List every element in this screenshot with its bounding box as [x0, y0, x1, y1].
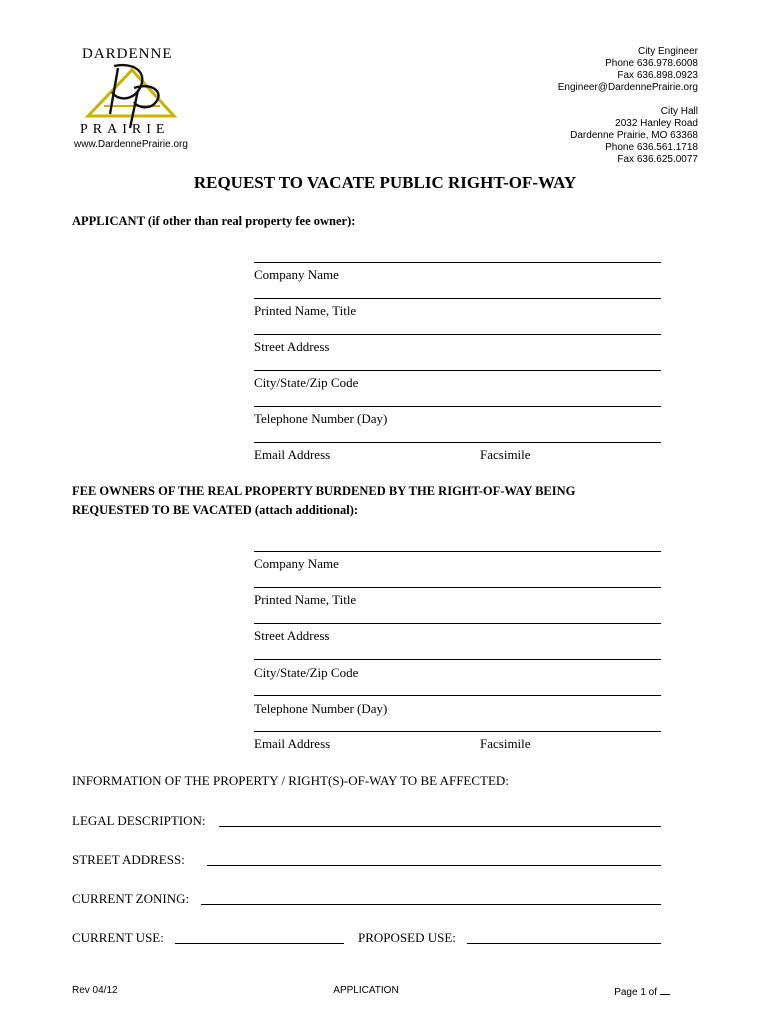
current-zoning-label: CURRENT ZONING: — [72, 891, 190, 906]
applicant-email-fax-line[interactable] — [254, 442, 661, 443]
owner-city-state-zip-line[interactable] — [254, 659, 661, 660]
applicant-section-heading: APPLICANT (if other than real property fee owner): — [72, 214, 356, 228]
contact-email: Engineer@DardennePrairie.org — [557, 82, 698, 93]
owner-facsimile-label: Facsimile — [480, 736, 531, 751]
applicant-printed-name-label: Printed Name, Title — [254, 303, 357, 318]
applicant-street-address-label: Street Address — [254, 339, 330, 354]
owner-street-address-line[interactable] — [254, 623, 661, 624]
owner-telephone-label: Telephone Number (Day) — [254, 701, 388, 716]
applicant-company-name-label: Company Name — [254, 267, 339, 282]
legal-description-label: LEGAL DESCRIPTION: — [72, 813, 206, 828]
applicant-email-label: Email Address — [254, 447, 331, 462]
owner-printed-name-label: Printed Name, Title — [254, 592, 357, 607]
city-engineer-contact — [558, 46, 698, 94]
contact-line: City Engineer — [637, 46, 698, 57]
owner-city-state-zip-label: City/State/Zip Code — [254, 665, 359, 680]
proposed-use-line[interactable] — [467, 943, 661, 944]
contact-line: Phone 636.978.6008 — [605, 58, 698, 69]
legal-description-line[interactable] — [219, 826, 661, 827]
property-info-heading: INFORMATION OF THE PROPERTY / RIGHT(S)-OF-WAY TO BE AFFECTED: — [72, 773, 509, 788]
page-total-blank[interactable] — [660, 985, 670, 995]
street-address-line[interactable] — [207, 865, 661, 866]
document-title: REQUEST TO VACATE PUBLIC RIGHT-OF-WAY — [193, 173, 577, 192]
logo-wordmark-bottom: PRAIRIE — [80, 122, 170, 137]
contact-line: City Hall — [660, 106, 698, 117]
logo-triangle — [88, 70, 174, 116]
owner-telephone-line[interactable] — [254, 695, 661, 696]
contact-line: 2032 Hanley Road — [615, 118, 698, 129]
street-address-label: STREET ADDRESS: — [72, 852, 185, 867]
contact-line: Fax 636.898.0923 — [617, 70, 698, 81]
current-zoning-line[interactable] — [201, 904, 661, 905]
proposed-use-label: PROPOSED USE: — [358, 930, 456, 945]
applicant-city-state-zip-label: City/State/Zip Code — [254, 375, 359, 390]
applicant-telephone-label: Telephone Number (Day) — [254, 411, 388, 426]
applicant-company-name-line[interactable] — [254, 262, 661, 263]
contact-line: Dardenne Prairie, MO 63368 — [570, 130, 698, 141]
owner-company-name-line[interactable] — [254, 551, 661, 552]
fee-owners-heading-line: FEE OWNERS OF THE REAL PROPERTY BURDENED BY THE RIGHT-OF-WAY BEING — [72, 484, 576, 498]
applicant-telephone-line[interactable] — [254, 406, 661, 407]
applicant-facsimile-label: Facsimile — [480, 447, 531, 462]
applicant-city-state-zip-line[interactable] — [254, 370, 661, 371]
fee-owners-heading-line: REQUESTED TO BE VACATED (attach additional): — [72, 503, 359, 517]
owner-printed-name-line[interactable] — [254, 587, 661, 588]
applicant-street-address-line[interactable] — [254, 334, 661, 335]
footer-application-label: APPLICATION — [333, 985, 399, 996]
contact-line: Fax 636.625.0077 — [617, 154, 698, 165]
page-number-label: Page 1 of — [614, 987, 657, 998]
current-use-label: CURRENT USE: — [72, 930, 164, 945]
applicant-printed-name-line[interactable] — [254, 298, 661, 299]
owner-street-address-label: Street Address — [254, 628, 330, 643]
contact-line: Phone 636.561.1718 — [605, 142, 698, 153]
owner-email-fax-line[interactable] — [254, 731, 661, 732]
fee-owners-section-heading — [72, 482, 672, 520]
website-url: www.DardennePrairie.org — [74, 139, 188, 150]
owner-company-name-label: Company Name — [254, 556, 339, 571]
page-number — [614, 985, 670, 998]
revision-label: Rev 04/12 — [72, 985, 118, 996]
city-hall-contact — [570, 106, 698, 166]
logo-wordmark-top: DARDENNE — [82, 46, 173, 62]
current-use-line[interactable] — [175, 943, 344, 944]
owner-email-label: Email Address — [254, 736, 331, 751]
